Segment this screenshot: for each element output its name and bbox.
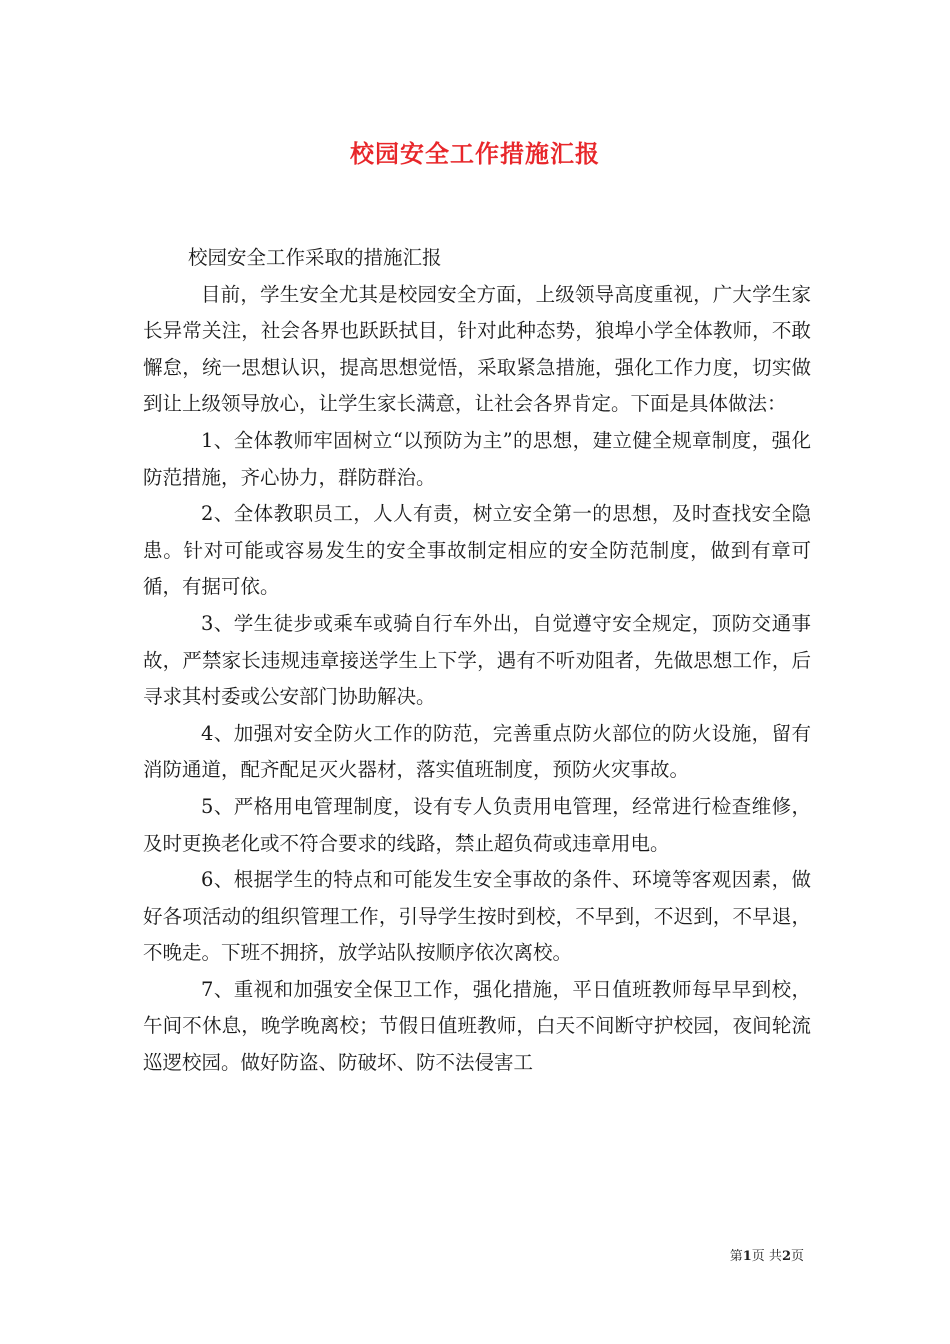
document-subtitle: 校园安全工作采取的措施汇报: [188, 246, 442, 269]
measure-paragraph-4: 4、加强对安全防火工作的防范，完善重点防火部位的防火设施，留有消防通道，配齐配足灭火器材，落实值班制度，预防火灾事故。: [143, 721, 811, 782]
measure-paragraph-3: 3、学生徒步或乘车或骑自行车外出，自觉遵守安全规定，顶防交通事故，严禁家长违规违章接送学生上下学，遇有不听劝阻者，先做思想工作，后寻求其村委或公安部门协助解决。: [143, 611, 811, 709]
footer-current-page: 1: [742, 1249, 752, 1264]
footer-prefix: 第: [729, 1249, 743, 1264]
measure-paragraph-7: 7、重视和加强安全保卫工作，强化措施，平日值班教师每早早到校，午间不休息，晚学晚离校；节假日值班教师，白天不间断守护校园，夜间轮流巡逻校园。做好防盗、防破坏、防不法侵害工: [143, 977, 811, 1075]
document-body: [143, 240, 811, 1082]
measure-paragraph-1: 1、全体教师牢固树立“以预防为主”的思想，建立健全规章制度，强化防范措施，齐心协力，群防群治。: [143, 428, 811, 489]
intro-paragraph: 目前，学生安全尤其是校园安全方面，上级领导高度重视，广大学生家长异常关注，社会各界也跃跃拭目，针对此种态势，狼埠小学全体教师，不敢懈怠，统一思想认识，提高思想觉悟，采取紧急措施，强化工作力度，切实做到让上级领导放心，让学生家长满意，让社会各界肯定。下面是具体做法：: [143, 282, 811, 416]
footer-suffix: 页: [790, 1249, 804, 1264]
document-title: 校园安全工作措施汇报: [350, 140, 600, 168]
footer-total-pages: 2: [781, 1249, 791, 1264]
measure-paragraph-6: 6、根据学生的特点和可能发生安全事故的条件、环境等客观因素，做好各项活动的组织管理工作，引导学生按时到校，不早到，不迟到，不早退，不晚走。下班不拥挤，放学站队按顺序依次离校。: [143, 868, 811, 965]
page-number-footer: [730, 1245, 804, 1264]
measure-paragraph-2: 2、全体教职员工，人人有责，树立安全第一的思想，及时查找安全隐患。针对可能或容易发生的安全事故制定相应的安全防范制度，做到有章可循，有据可依。: [143, 502, 811, 599]
measure-paragraph-5: 5、严格用电管理制度，设有专人负责用电管理，经常进行检查维修，及时更换老化或不符合要求的线路，禁止超负荷或违章用电。: [143, 794, 811, 855]
footer-middle: 页 共: [751, 1249, 782, 1264]
